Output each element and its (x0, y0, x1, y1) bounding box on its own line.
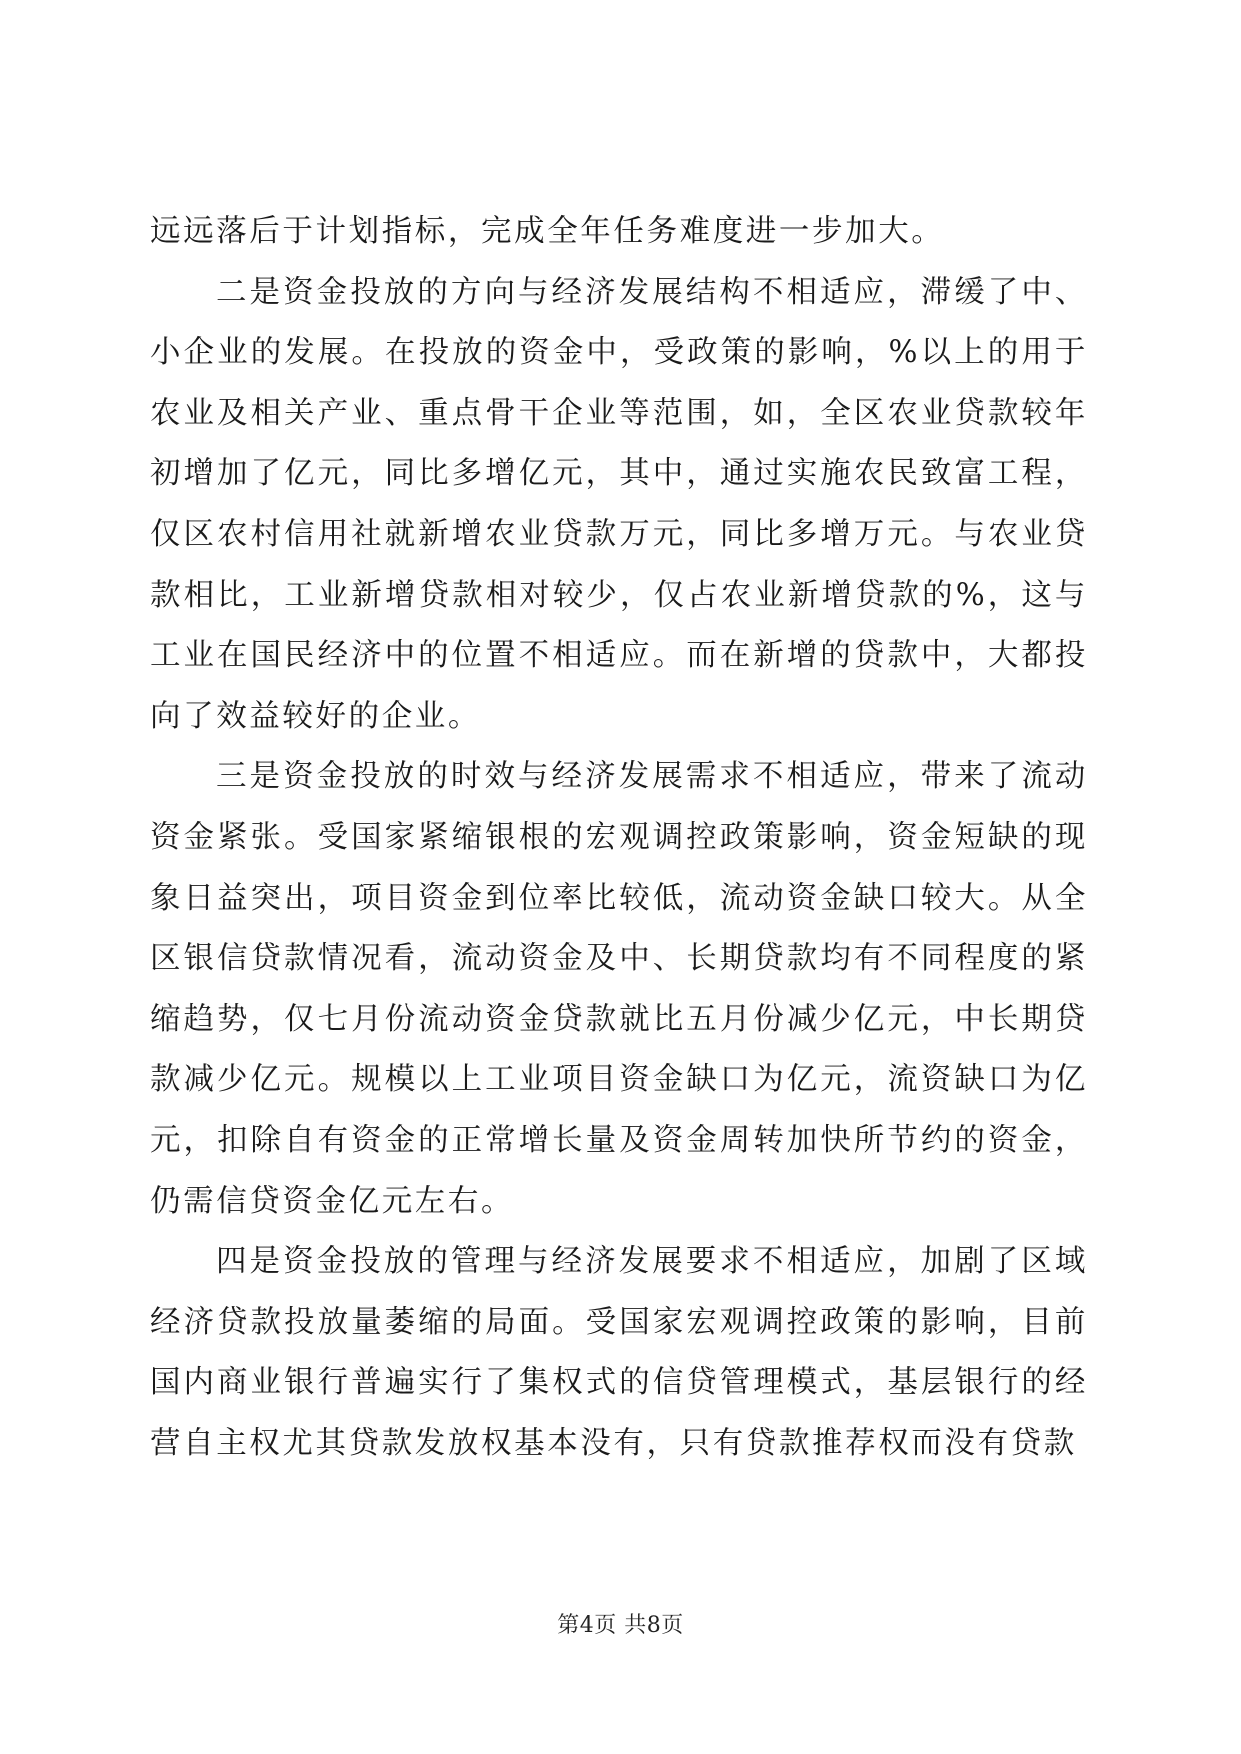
body-text (150, 202, 1088, 1474)
page-number-footer: 第4页 共8页 (557, 1613, 684, 1638)
paragraph-continuation: 远远落后于计划指标，完成全年任务难度进一步加大。 (150, 214, 945, 249)
paragraph-point-three: 三是资金投放的时效与经济发展需求不相适应，带来了流动资金紧张。受国家紧缩银根的宏观调控政策影响，资金短缺的现象日益突出，项目资金到位率比较低，流动资金缺口较大。从全区银信贷款情况看，流动资金及中、长期贷款均有不同程度的紧缩趋势，仅七月份流动资金贷款就比五月份减少亿元，中长期贷款减少亿元。规模以上工业项目资金缺口为亿元，流资缺口为亿元，扣除自有资金的正常增长量及资金周转加快所节约的资金，仍需信贷资金亿元左右。 (150, 759, 1088, 1219)
paragraph-point-four: 四是资金投放的管理与经济发展要求不相适应，加剧了区域经济贷款投放量萎缩的局面。受国家宏观调控政策的影响，目前国内商业银行普遍实行了集权式的信贷管理模式，基层银行的经营自主权尤其贷款发放权基本没有，只有贷款推荐权而没有贷款 (150, 1244, 1088, 1461)
paragraph-point-two: 二是资金投放的方向与经济发展结构不相适应，滞缓了中、小企业的发展。在投放的资金中，受政策的影响，%以上的用于农业及相关产业、重点骨干企业等范围，如，全区农业贷款较年初增加了亿元，同比多增亿元，其中，通过实施农民致富工程，仅区农村信用社就新增农业贷款万元，同比多增万元。与农业贷款相比，工业新增贷款相对较少，仅占农业新增贷款的%，这与工业在国民经济中的位置不相适应。而在新增的贷款中，大都投向了效益较好的企业。 (150, 274, 1088, 734)
